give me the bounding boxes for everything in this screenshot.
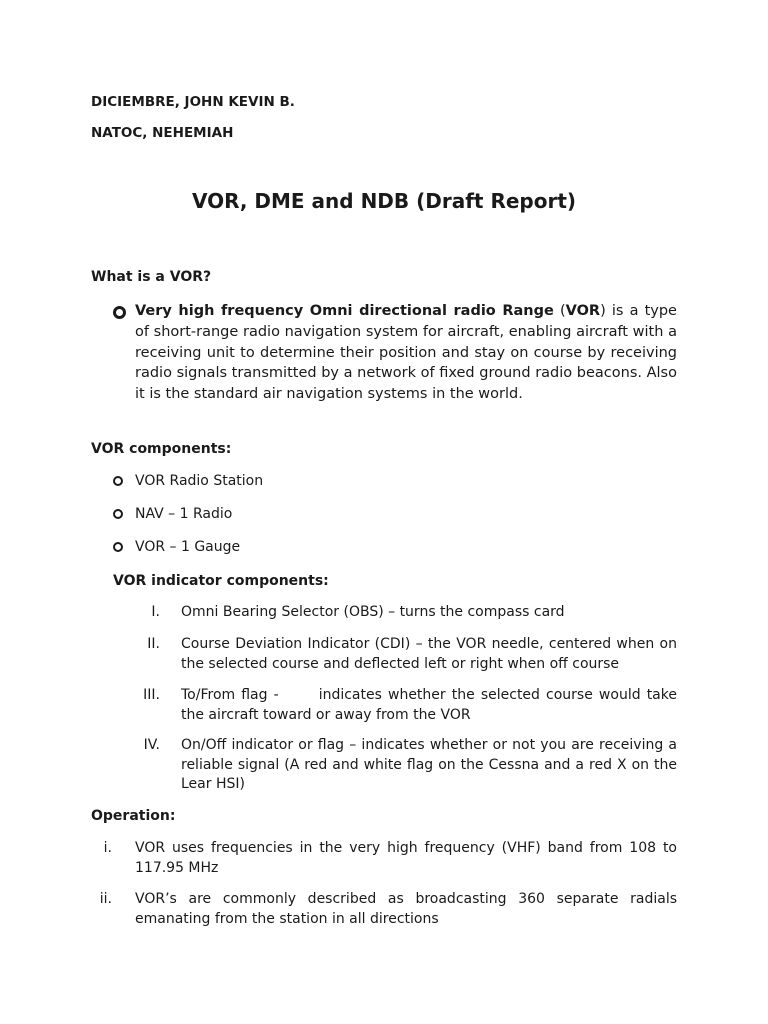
component-item: VOR Radio Station [135,473,264,489]
vor-definition-text: ) is a type of short-range radio navigation system for aircraft, enabling aircraft with a receiving unit to determine their position and stay on course by receiving radio signals transmitted by a network of fixed ground radio beacons. Also it is the standard air navigation systems in the world. [135,303,677,403]
indicator-item-text: Course Deviation Indicator (CDI) – the VOR needle, centered when on the selected course and deflected left or right when off course [181,636,677,672]
indicator-item-text: On/Off indicator or flag – indicates whether or not you are receiving a reliable signal (A red and white flag on the Cessna and a red X on the Lear HSI) [181,737,677,792]
document-title: VOR, DME and NDB (Draft Report) [191,189,577,213]
roman-numeral: i. [103,840,112,856]
bullet-ring-icon [113,542,123,552]
operation-item-text: VOR uses frequencies in the very high frequency (VHF) band from 108 to 117.95 MHz [135,840,677,876]
author-name-1: DICIEMBRE, JOHN KEVIN B. [91,94,295,110]
roman-numeral: I. [151,604,160,620]
roman-numeral: IV. [143,737,160,753]
section-heading-what-is-vor: What is a VOR? [91,269,212,285]
bullet-ring-icon [113,509,123,519]
section-heading-operation: Operation: [91,808,176,824]
operation-item-text: VOR’s are commonly described as broadcasting 360 separate radials emanating from the station in all directions [135,891,677,927]
bullet-ring-icon [113,306,126,319]
author-name-2: NATOC, NEHEMIAH [91,125,234,141]
vor-definition-paragraph [135,301,677,405]
indicator-item-text: Omni Bearing Selector (OBS) – turns the compass card [181,604,565,620]
section-heading-components: VOR components: [91,441,232,457]
bullet-ring-icon [113,476,123,486]
section-heading-indicator: VOR indicator components: [113,573,329,589]
to-from-flag-label: To/From flag - [181,687,279,703]
paren-open: ( [553,303,566,319]
vor-full-name: Very high frequency Omni directional radio Range [135,303,554,319]
component-item: VOR – 1 Gauge [135,539,241,555]
component-item: NAV – 1 Radio [135,506,233,522]
roman-numeral: III. [143,687,160,703]
roman-numeral: II. [147,636,160,652]
to-from-flag-description: indicates whether the selected course would take the aircraft toward or away from the VOR [181,687,677,723]
roman-numeral: ii. [99,891,112,907]
vor-acronym: VOR [565,303,601,319]
indicator-item-text [181,686,677,725]
